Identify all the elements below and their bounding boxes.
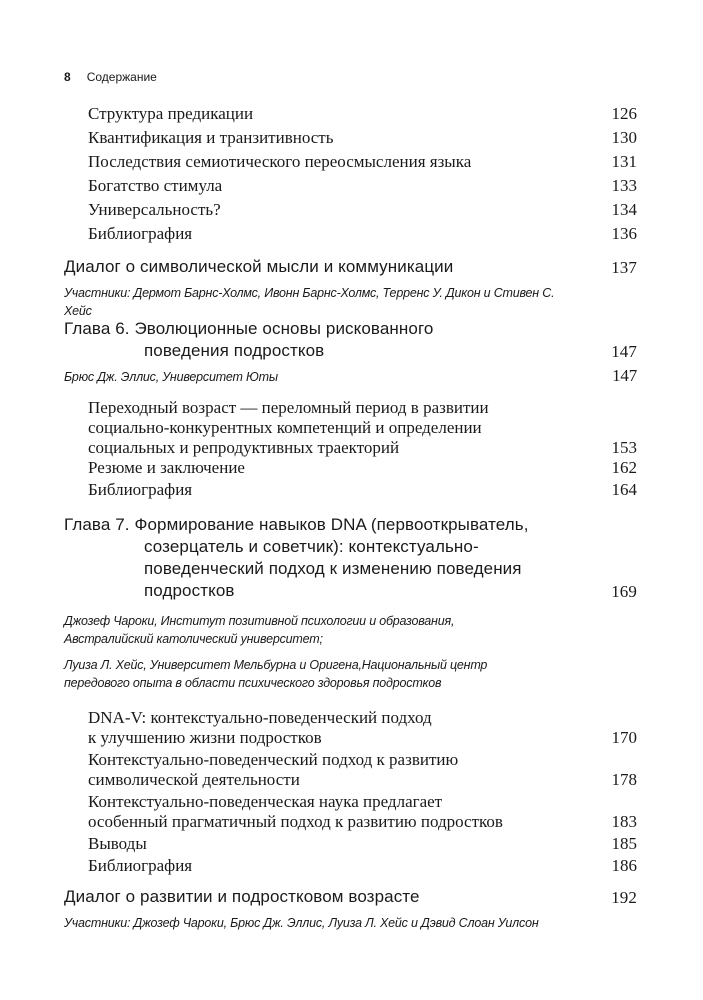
toc-entry-text: Последствия семиотического переосмысления языка: [88, 152, 472, 171]
toc-entry-text: Выводы: [88, 834, 147, 853]
toc-page-number: 192: [611, 888, 637, 907]
toc-entry: [64, 104, 637, 124]
toc-author-line: [64, 368, 637, 386]
toc-page-number: 162: [611, 458, 637, 477]
toc-entry-line: поведения подростков: [144, 341, 325, 360]
toc-entry-text: Библиография: [88, 224, 193, 243]
toc-page-number: 126: [611, 104, 637, 123]
toc-entry-text: Квантификация и транзитивность: [88, 128, 334, 147]
toc-entry-line: Австралийский католический университет;: [64, 632, 323, 646]
toc-entry: [64, 176, 637, 196]
toc-page-number: 186: [611, 856, 637, 875]
toc-entry-line: Джозеф Чароки, Институт позитивной психологии и образования,: [64, 614, 455, 628]
toc-entry-line: Контекстуально-поведенческая наука предлагает: [88, 792, 443, 811]
toc-entry-text: [64, 656, 637, 692]
toc-entry: [64, 398, 637, 458]
toc-page-number: 131: [611, 152, 637, 171]
toc-entry-line: особенный прагматичный подход к развитию подростков: [88, 812, 503, 831]
toc-entry-text: Участники: Джозеф Чароки, Брюс Дж. Эллис, Луиза Л. Хейс и Дэвид Слоан Уилсон: [64, 916, 539, 930]
toc-entry-line: Переходный возраст — переломный период в развитии: [88, 398, 489, 417]
toc-entry-line: Глава 7. Формирование навыков DNA (первооткрыватель,: [64, 515, 529, 534]
toc-entry-text: Диалог о символической мысли и коммуникации: [64, 257, 454, 276]
toc-page-number: 170: [611, 728, 637, 747]
toc-page-number: 183: [611, 812, 637, 831]
toc-entry-line: Контекстуально-поведенческий подход к развитию: [88, 750, 459, 769]
toc-entry-text: [64, 318, 637, 362]
toc-entry-text: [64, 398, 637, 458]
toc-page-number: 147: [611, 342, 637, 361]
toc-heading: [64, 318, 637, 362]
toc-entry: [64, 708, 637, 748]
toc-page-number: 133: [611, 176, 637, 195]
toc-page-number: 153: [611, 438, 637, 457]
toc-page-number: 130: [611, 128, 637, 147]
toc-page-number: 178: [611, 770, 637, 789]
toc-page-number: 136: [611, 224, 637, 243]
toc-entry-text: Структура предикации: [88, 104, 254, 123]
toc-entry: [64, 792, 637, 832]
toc-entry-line: поведенческий подход к изменению поведения: [144, 559, 522, 578]
toc-entry-line: Луиза Л. Хейс, Университет Мельбурна и Оригена,Национальный центр: [64, 658, 488, 672]
toc-entry: [64, 480, 637, 500]
toc-heading: [64, 256, 637, 278]
toc-page-number: 185: [611, 834, 637, 853]
toc-entry-text: [64, 708, 637, 748]
toc-entry-text: Участники: Дермот Барнс-Холмс, Ивонн Барнс-Холмс, Терренс У. Дикон и Стивен С. Хейс: [64, 286, 555, 318]
toc-entry-text: [64, 612, 637, 648]
toc-author-line: [64, 656, 637, 692]
toc-entry: [64, 200, 637, 220]
toc-entry-line: созерцатель и советчик): контекстуально-: [144, 537, 479, 556]
toc-page-number: 169: [611, 582, 637, 601]
running-title: Содержание: [86, 70, 157, 84]
toc-author-line: [64, 284, 637, 320]
toc-entry-text: Богатство стимула: [88, 176, 223, 195]
toc-entry-line: передового опыта в области психического здоровья подростков: [64, 676, 442, 690]
toc-entry: [64, 152, 637, 172]
toc-entry-text: Библиография: [88, 856, 193, 875]
toc-page-number: 137: [611, 258, 637, 277]
toc-entry-text: Диалог о развитии и подростковом возрасте: [64, 887, 420, 906]
toc-heading: [64, 886, 637, 908]
toc-author-line: [64, 914, 637, 932]
toc-entry-line: социально-конкурентных компетенций и определении: [88, 418, 482, 437]
toc-entry: [64, 458, 637, 478]
toc-page-number: 134: [611, 200, 637, 219]
page-number: 8: [64, 70, 71, 84]
toc-entry: [64, 224, 637, 244]
toc-entry-line: к улучшению жизни подростков: [88, 728, 322, 747]
running-header: [64, 70, 157, 84]
toc-entry: [64, 128, 637, 148]
toc-entry-line: символической деятельности: [88, 770, 300, 789]
toc-entry: [64, 856, 637, 876]
toc-page-number: 147: [612, 366, 637, 385]
toc-entry-line: социальных и репродуктивных траекторий: [88, 438, 400, 457]
toc-entry-text: [64, 792, 637, 832]
toc-entry-text: Универсальность?: [88, 200, 221, 219]
toc-author-line: [64, 612, 637, 648]
toc-entry-line: DNA-V: контекстуально-поведенческий подход: [88, 708, 432, 727]
toc-page-number: 164: [611, 480, 637, 499]
toc-entry-line: Глава 6. Эволюционные основы рискованного: [64, 319, 434, 338]
toc-entry-text: [64, 514, 637, 602]
toc-entry-text: Брюс Дж. Эллис, Университет Юты: [64, 370, 278, 384]
toc-entry-line: подростков: [144, 581, 235, 600]
toc-entry: [64, 750, 637, 790]
toc-entry-text: [64, 750, 637, 790]
toc-heading: [64, 514, 637, 602]
toc-entry-text: Резюме и заключение: [88, 458, 245, 477]
toc-entry-text: Библиография: [88, 480, 193, 499]
toc-entry: [64, 834, 637, 854]
